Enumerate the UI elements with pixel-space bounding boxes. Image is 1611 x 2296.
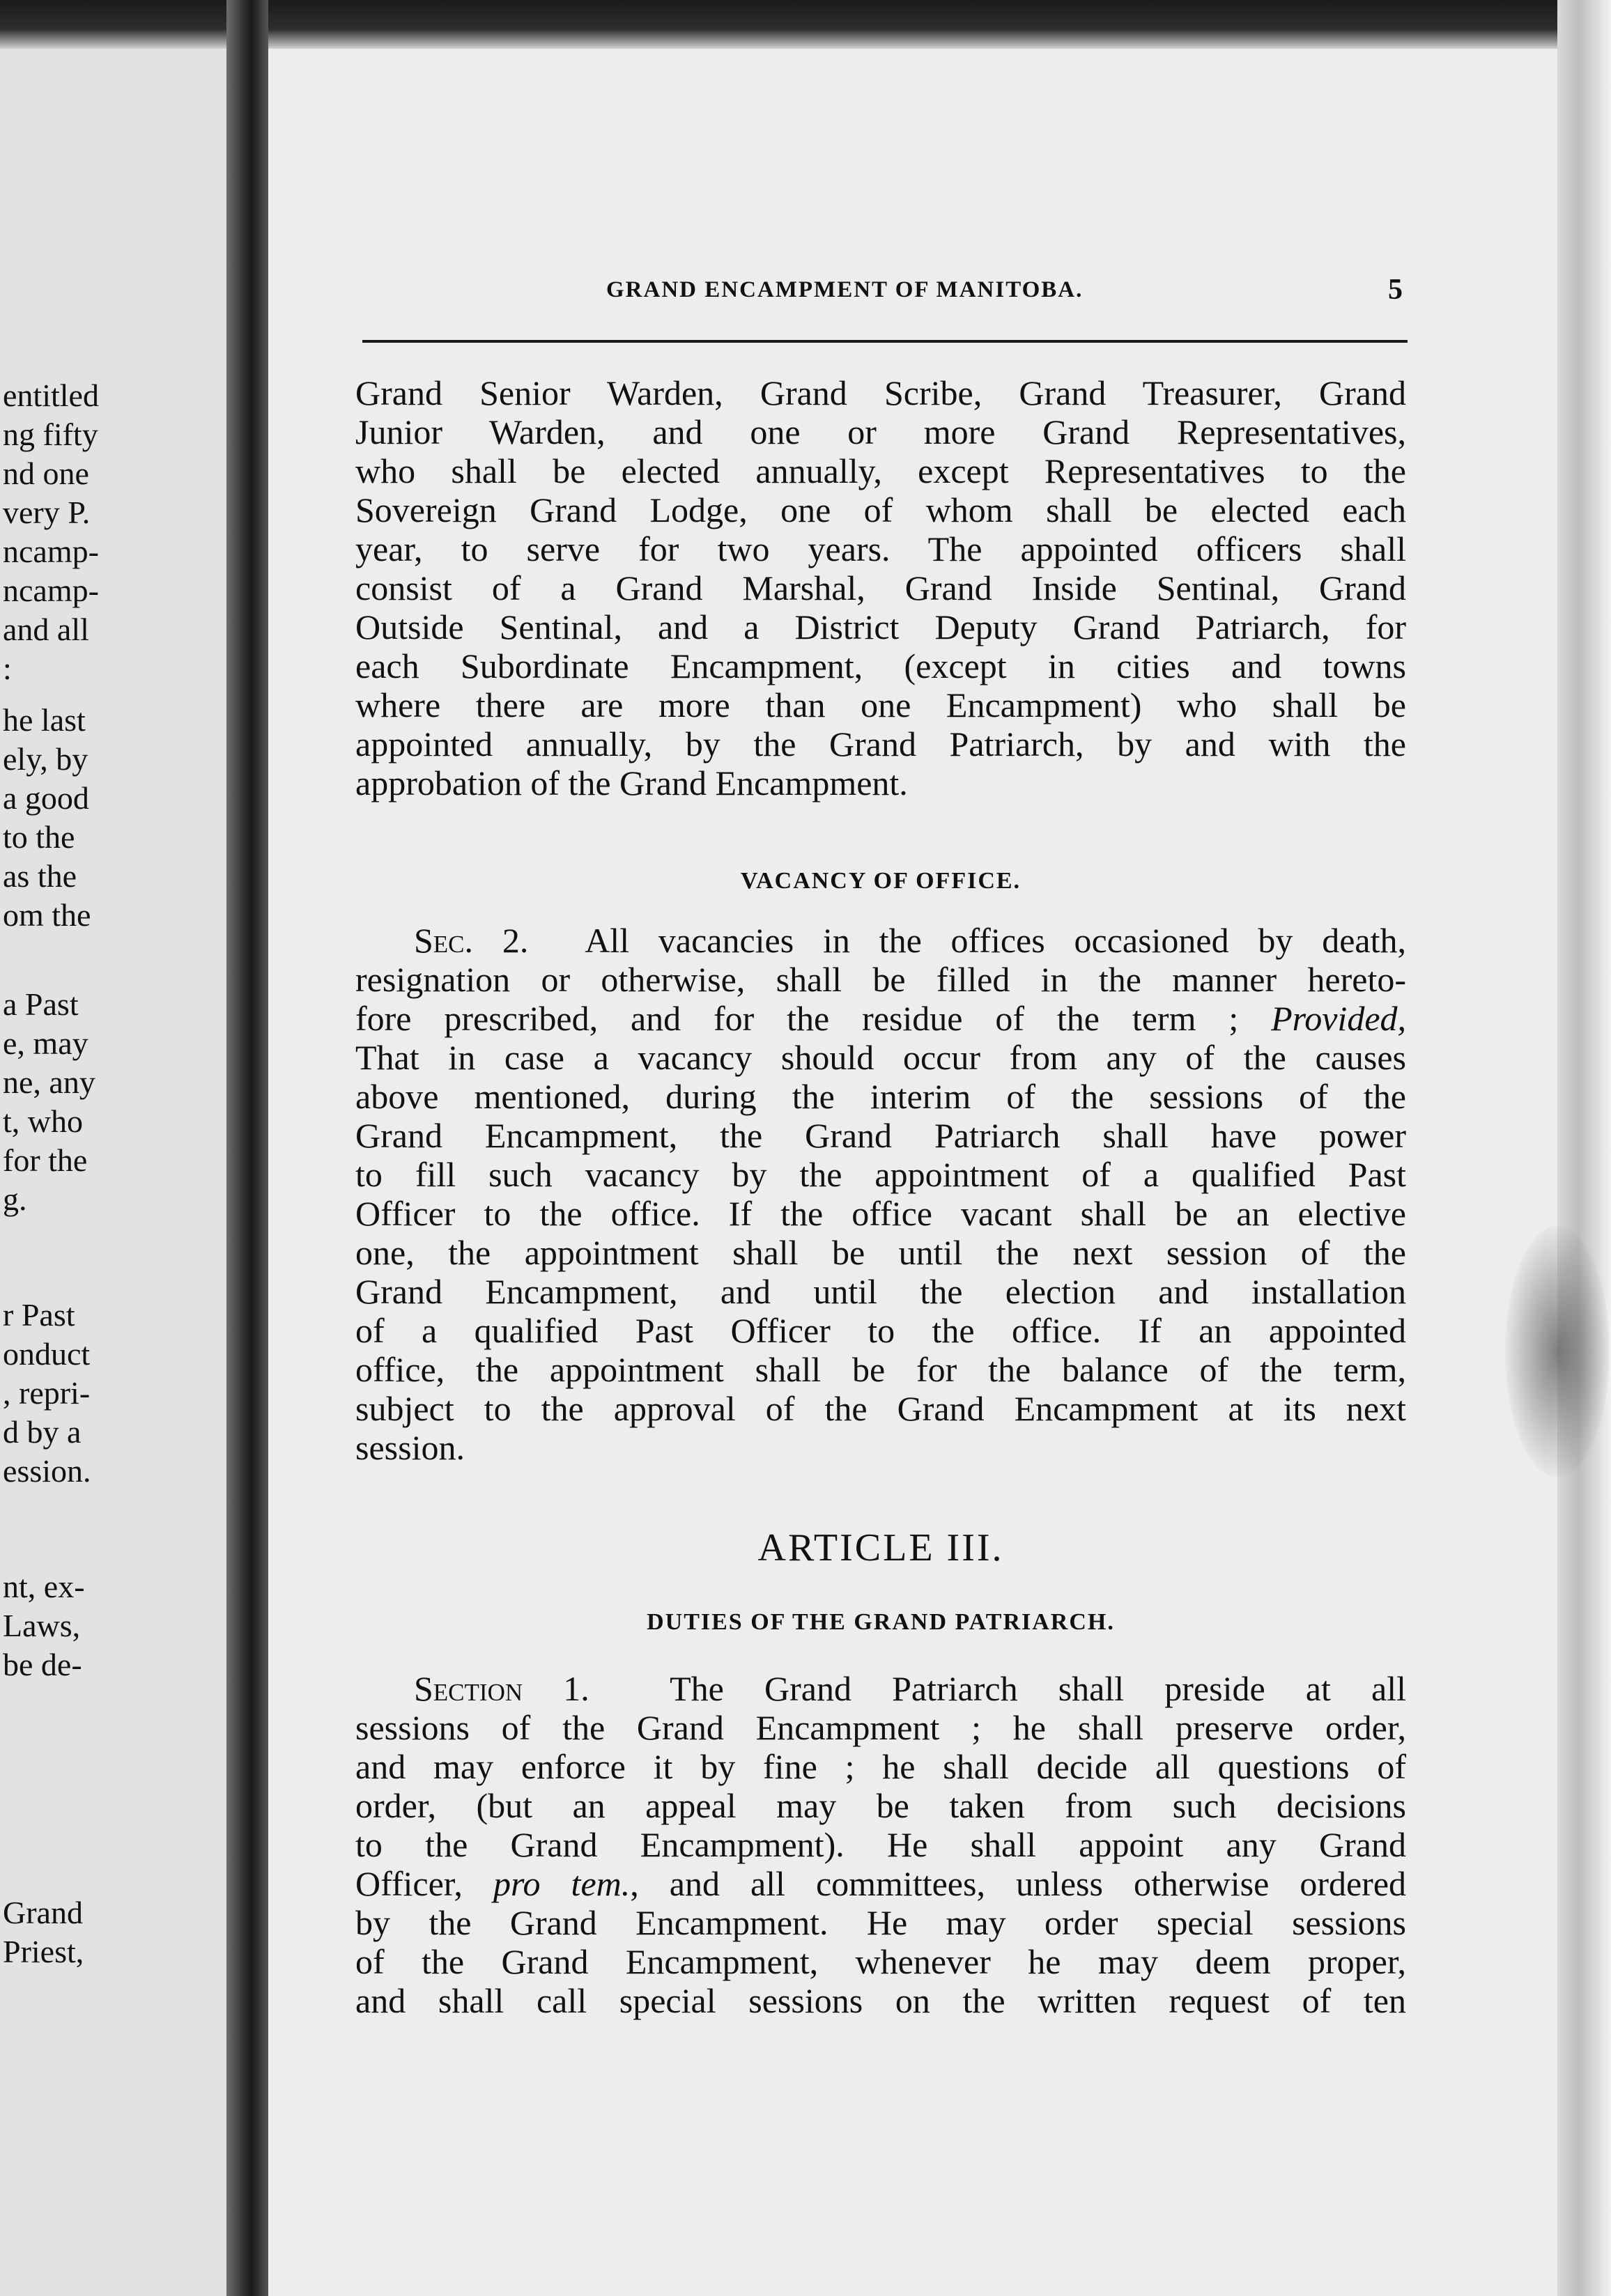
left-page-fragment: a Past <box>3 986 79 1022</box>
paragraph-1-line: Grand Senior Warden, Grand Scribe, Grand Treasurer, Grand <box>355 373 1406 412</box>
section-2-first-line <box>355 921 1406 960</box>
left-page-fragment: Laws, <box>3 1608 81 1643</box>
section-2-line: one, the appointment shall be until the next session of the <box>355 1233 1406 1272</box>
section-1-line: and shall call special sessions on the written request of ten <box>355 1981 1406 2020</box>
left-page-fragment: very P. <box>3 495 91 530</box>
left-page-fragment: be de- <box>3 1647 82 1682</box>
paragraph-1-line: year, to serve for two years. The appointed officers shall <box>355 529 1406 568</box>
section-1-line: to the Grand Encampment). He shall appoint any Grand <box>355 1825 1406 1864</box>
left-page-fragment: and all <box>3 612 89 647</box>
scan-right-edge <box>1557 0 1611 2296</box>
left-page-fragment: for the <box>3 1142 88 1178</box>
section-heading-vacancy: VACANCY OF OFFICE. <box>740 868 1022 894</box>
section-heading-duties: DUTIES OF THE GRAND PATRIARCH. <box>647 1609 1115 1635</box>
left-page-fragment: entitled <box>3 378 99 413</box>
section-1-first-line <box>355 1669 1406 1708</box>
section-1-line: order, (but an appeal may be taken from such decisions <box>355 1786 1406 1825</box>
pro-tem-italic: pro tem. <box>493 1864 631 1903</box>
left-page-fragment: r Past <box>3 1297 75 1333</box>
paragraph-1-line: appointed annually, by the Grand Patriarch, by and with the <box>355 724 1406 763</box>
left-page-fragment: a good <box>3 780 89 816</box>
section-2-line-provided <box>355 999 1406 1038</box>
left-page-fragment: to the <box>3 819 75 855</box>
paragraph-1-line: who shall be elected annually, except Representatives to the <box>355 451 1406 490</box>
section-1-line: sessions of the Grand Encampment ; he shall preserve order, <box>355 1708 1406 1747</box>
article-title: ARTICLE III. <box>757 1526 1004 1569</box>
section-2-line: subject to the approval of the Grand Encampment at its next <box>355 1389 1406 1428</box>
header-rule <box>362 340 1408 343</box>
section-2-line: Officer to the office. If the office vacant shall be an elective <box>355 1194 1406 1233</box>
left-page-fragment: onduct <box>3 1336 91 1372</box>
section-2-line: to fill such vacancy by the appointment of a qualified Past <box>355 1155 1406 1194</box>
left-page-fragment: : <box>3 651 12 686</box>
left-page-fragment: e, may <box>3 1025 88 1061</box>
left-page-fragment: nt, ex- <box>3 1569 85 1604</box>
section-1-first-line-text: The Grand Patriarch shall preside at all <box>670 1669 1406 1708</box>
left-page-fragment: Priest, <box>3 1934 84 1969</box>
paragraph-1-line: where there are more than one Encampment) who shall be <box>355 685 1406 724</box>
left-page-fragment: ncamp- <box>3 573 99 608</box>
section-1-line-text: Officer, <box>355 1864 463 1903</box>
section-2-line: Grand Encampment, and until the election and installation <box>355 1272 1406 1311</box>
section-1-line-pro-tem <box>355 1864 1406 1903</box>
paragraph-1-line: consist of a Grand Marshal, Grand Inside Sentinal, Grand <box>355 568 1406 607</box>
section-1-label: Section 1. <box>414 1669 589 1708</box>
left-page-fragment: ely, by <box>3 741 88 777</box>
left-page-fragment: g. <box>3 1181 27 1217</box>
section-2-first-line-text: All vacancies in the offices occasioned by death, <box>585 921 1406 960</box>
left-facing-page <box>0 49 230 2296</box>
paragraph-1-line: each Subordinate Encampment, (except in cities and towns <box>355 646 1406 685</box>
paragraph-1-line: Sovereign Grand Lodge, one of whom shall be elected each <box>355 490 1406 529</box>
paragraph-1-line: Outside Sentinal, and a District Deputy Grand Patriarch, for <box>355 607 1406 646</box>
section-1-line: by the Grand Encampment. He may order special sessions <box>355 1903 1406 1942</box>
page-number: 5 <box>1388 274 1403 306</box>
left-page-fragment: t, who <box>3 1103 83 1139</box>
running-head: GRAND ENCAMPMENT OF MANITOBA. <box>606 277 1084 302</box>
left-page-fragment: ncamp- <box>3 534 99 569</box>
section-1-line: of the Grand Encampment, whenever he may deem proper, <box>355 1942 1406 1981</box>
page-stain <box>1505 1226 1610 1477</box>
left-page-fragment: ng fifty <box>3 417 98 452</box>
provided-italic: Provided, <box>1271 999 1407 1038</box>
left-page-fragment: ession. <box>3 1453 91 1489</box>
section-2-label: Sec. 2. <box>414 921 529 960</box>
section-2-line: That in case a vacancy should occur from any of the causes <box>355 1038 1406 1077</box>
section-2-line: Grand Encampment, the Grand Patriarch shall have power <box>355 1116 1406 1155</box>
left-page-fragment: as the <box>3 858 77 894</box>
section-2-line: resignation or otherwise, shall be filled in the manner hereto- <box>355 960 1406 999</box>
left-page-fragment: , repri- <box>3 1375 91 1411</box>
section-2-line: session. <box>355 1428 465 1467</box>
section-2-line-text: fore prescribed, and for the residue of the term ; <box>355 999 1239 1038</box>
section-2-line: above mentioned, during the interim of the sessions of the <box>355 1077 1406 1116</box>
left-page-fragment: nd one <box>3 456 89 491</box>
left-page-fragment: he last <box>3 702 86 738</box>
left-page-fragment: Grand <box>3 1895 83 1930</box>
book-gutter <box>226 0 268 2296</box>
section-2-line: of a qualified Past Officer to the office. If an appointed <box>355 1311 1406 1350</box>
left-page-fragment: ne, any <box>3 1064 95 1100</box>
paragraph-1-line: Junior Warden, and one or more Grand Representatives, <box>355 412 1406 451</box>
section-2-line: office, the appointment shall be for the balance of the term, <box>355 1350 1406 1389</box>
section-1-line-text: , and all committees, unless otherwise ordered <box>630 1864 1407 1903</box>
left-page-fragment: om the <box>3 897 91 933</box>
section-1-line: and may enforce it by fine ; he shall decide all questions of <box>355 1747 1406 1786</box>
left-page-fragment: d by a <box>3 1414 82 1450</box>
paragraph-1-line: approbation of the Grand Encampment. <box>355 763 908 802</box>
